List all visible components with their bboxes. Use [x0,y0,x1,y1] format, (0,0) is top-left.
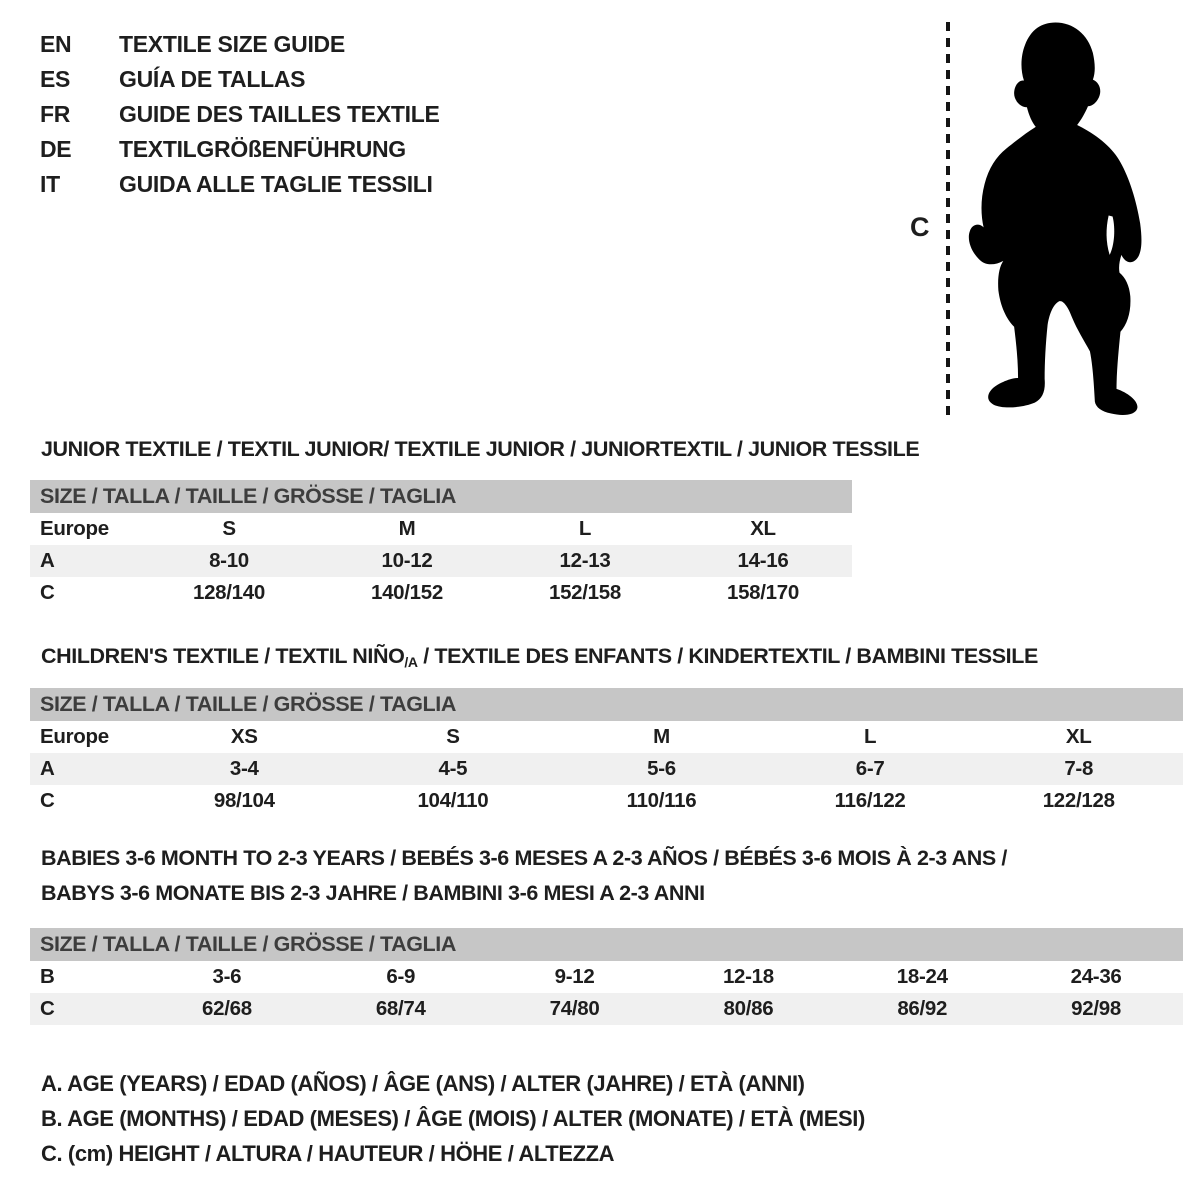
size-cell: 80/86 [723,997,774,1020]
children-section-title [41,644,1038,670]
row-label: C [40,581,55,604]
toddler-silhouette-icon [958,16,1150,418]
size-cell: 12-18 [722,965,774,988]
size-cell: 116/122 [834,789,906,812]
size-header-bar: SIZE / TALLA / TAILLE / GRÖSSE / TAGLIA [30,928,1183,961]
row-label: A [40,757,55,780]
lang-row-fr [40,97,440,132]
size-cell: 12-13 [559,549,611,572]
lang-row-it [40,167,440,202]
children-size-table [30,688,1183,817]
babies-section-title [41,841,1007,911]
size-cell: S [446,725,460,748]
table-row [30,513,852,545]
size-cell: XL [1065,725,1092,748]
lang-code: ES [40,66,71,92]
size-cell: 98/104 [213,789,275,812]
size-cell: 158/170 [726,581,799,604]
size-cell: L [578,517,592,540]
size-cell: 3-4 [229,757,259,780]
lang-code: IT [40,171,60,197]
lang-code: EN [40,31,72,57]
legend-line-a: A. AGE (YEARS) / EDAD (AÑOS) / ÂGE (ANS) / ALTER (JAHRE) / ETÀ (ANNI) [41,1071,805,1096]
language-header [40,27,440,202]
row-label: C [40,789,55,812]
guide-title: GUIDA ALLE TAGLIE TESSILI [119,171,433,197]
size-cell: 122/128 [1042,789,1115,812]
size-header-bar: SIZE / TALLA / TAILLE / GRÖSSE / TAGLIA [30,688,1183,721]
measure-legend [41,1066,865,1171]
table-row [30,753,1183,785]
height-measure-dashed-line [946,22,950,415]
table-row [30,961,1183,993]
size-cell: 86/92 [897,997,948,1020]
size-cell: 5-6 [647,757,676,780]
children-title-sub: /A [404,654,418,670]
size-cell: 3-6 [212,965,242,988]
table-row [30,577,852,609]
size-cell: 62/68 [202,997,252,1020]
guide-title: TEXTILGRÖßENFÜHRUNG [119,136,406,162]
table-row [30,785,1183,817]
children-title-pre: CHILDREN'S TEXTILE / TEXTIL NIÑO [41,644,405,668]
table-row [30,993,1183,1025]
legend-line-c: C. (cm) HEIGHT / ALTURA / HAUTEUR / HÖHE / ALTEZZA [41,1141,615,1166]
row-label: Europe [40,725,109,748]
babies-title-line2: BABYS 3-6 MONATE BIS 2-3 JAHRE / BAMBINI 3-6 MESI A 2-3 ANNI [41,881,705,905]
size-cell: L [863,725,877,748]
size-cell: 74/80 [549,997,600,1020]
size-cell: 8-10 [209,549,249,572]
lang-row-de [40,132,440,167]
children-title-post: / TEXTILE DES ENFANTS / KINDERTEXTIL / BAMBINI TESSILE [417,644,1038,668]
size-cell: 104/110 [417,789,489,812]
lang-code: DE [40,136,72,162]
table-row [30,721,1183,753]
size-cell: 128/140 [192,581,265,604]
babies-title-line1: BABIES 3-6 MONTH TO 2-3 YEARS / BEBÉS 3-6 MESES A 2-3 AÑOS / BÉBÉS 3-6 MOIS À 2-3 ANS / [41,846,1007,870]
size-cell: 9-12 [554,965,595,988]
size-cell: XS [230,725,258,748]
height-measure-label: C [910,212,930,242]
junior-section-title: JUNIOR TEXTILE / TEXTIL JUNIOR/ TEXTILE JUNIOR / JUNIORTEXTIL / JUNIOR TESSILE [41,437,920,461]
size-cell: 6-9 [386,965,416,988]
size-cell: 140/152 [370,581,443,604]
lang-row-es [40,62,440,97]
guide-title: GUIDE DES TAILLES TEXTILE [119,101,440,127]
row-label: B [40,965,55,988]
legend-line-b: B. AGE (MONTHS) / EDAD (MESES) / ÂGE (MOIS) / ALTER (MONATE) / ETÀ (MESI) [41,1106,865,1131]
guide-title: TEXTILE SIZE GUIDE [119,31,345,57]
table-row [30,545,852,577]
size-cell: 7-8 [1064,757,1094,780]
row-label: C [40,997,55,1020]
size-cell: XL [750,517,776,540]
size-cell: 24-36 [1070,965,1122,988]
row-label: A [40,549,55,572]
size-cell: M [653,725,670,748]
size-cell: S [222,517,236,540]
size-cell: 14-16 [737,549,789,572]
lang-code: FR [40,101,71,127]
size-cell: 18-24 [896,965,948,988]
size-cell: 110/116 [626,789,697,812]
babies-size-table [30,928,1183,1025]
size-cell: 92/98 [1071,997,1121,1020]
lang-row-en [40,27,440,62]
size-cell: 152/158 [548,581,621,604]
size-cell: 6-7 [855,757,885,780]
size-cell: 10-12 [381,549,433,572]
size-cell: 4-5 [438,757,468,780]
size-cell: 68/74 [375,997,426,1020]
size-header-bar: SIZE / TALLA / TAILLE / GRÖSSE / TAGLIA [30,480,852,513]
row-label: Europe [40,517,109,540]
guide-title: GUÍA DE TALLAS [119,66,306,92]
size-cell: M [398,517,416,540]
junior-size-table [30,480,852,609]
